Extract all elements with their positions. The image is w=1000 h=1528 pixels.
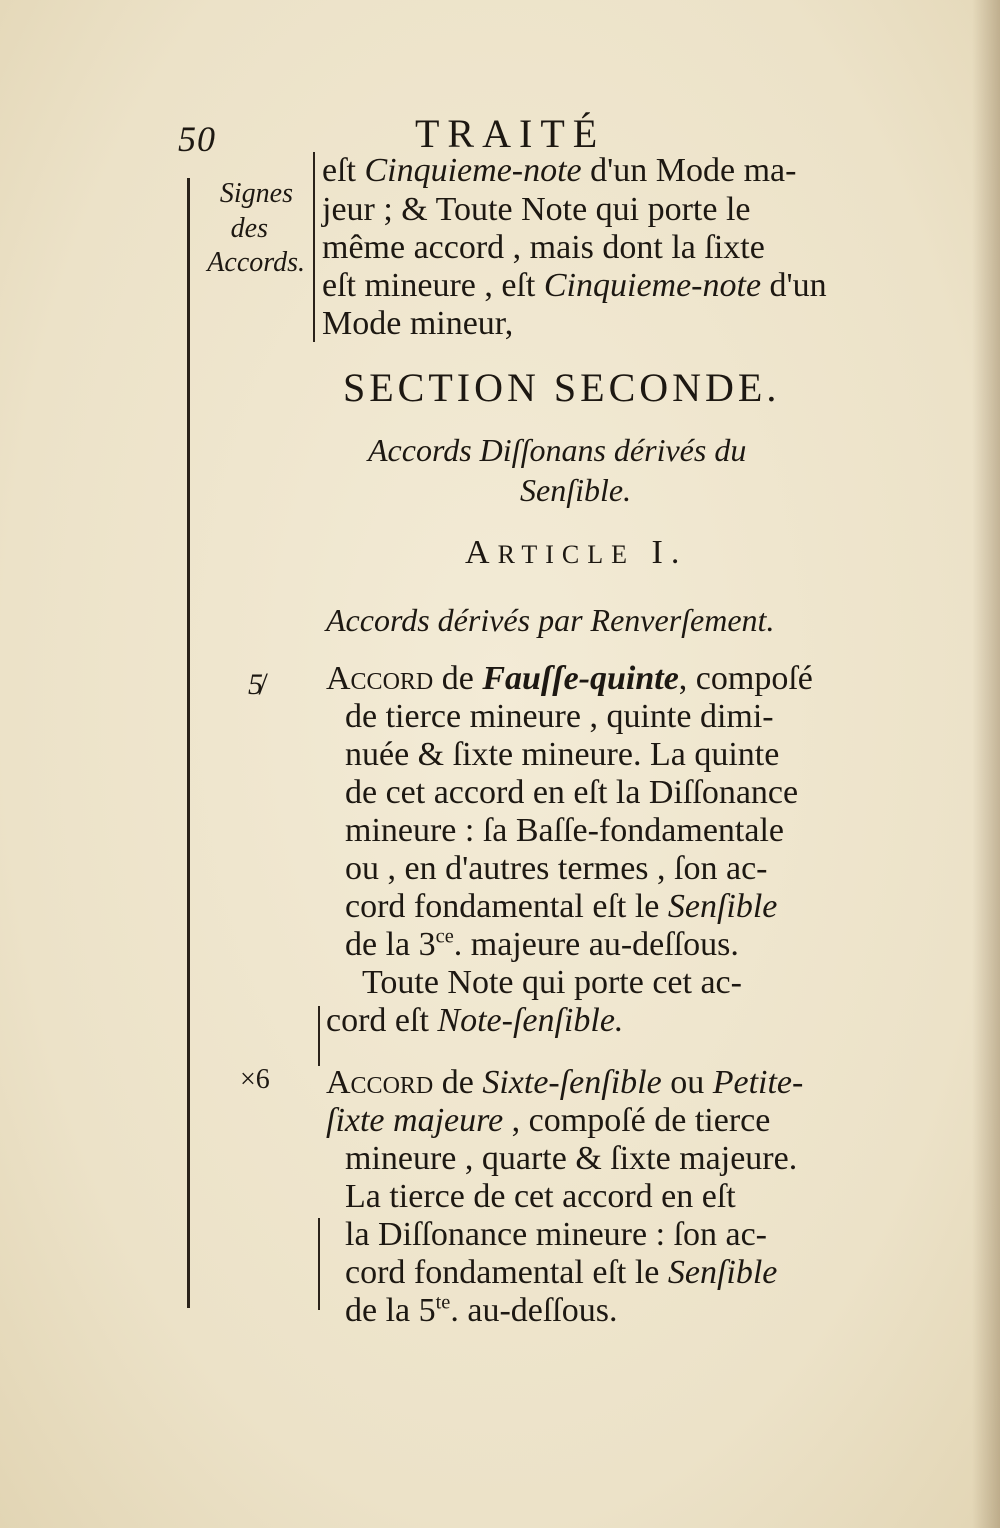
article-subtitle: Accords dérivés par Renverſement. (326, 602, 775, 638)
margin-symbol-sixte-sensible: ×6 (240, 1064, 270, 1095)
intro-line-4: eſt mineure , eſt Cinquieme-note d'un (322, 267, 827, 304)
margin-note-des: des (230, 213, 268, 244)
para2-line-5: la Diſſonance mineure : ſon ac- (345, 1216, 767, 1253)
intro-line-2: jeur ; & Toute Note qui porte le (322, 191, 751, 228)
para1-line-6: ou , en d'autres termes , ſon ac- (345, 850, 768, 887)
para2-line-7: de la $5^{te}$. au-deſſous. (345, 1291, 618, 1329)
intro-line-3: même accord , mais dont la ſixte (322, 229, 765, 266)
bracket-para2 (318, 1218, 320, 1310)
page-edge-shadow (972, 0, 1000, 1528)
para1-line-2: de tierce mineure , quinte dimi- (345, 698, 774, 735)
para1-line-9: Toute Note qui porte cet ac- (362, 964, 742, 1001)
para2-line-1: Accord de Sixte-ſenſible ou Petite- (326, 1064, 804, 1101)
para1-line-5: mineure : ſa Baſſe-fondamentale (345, 812, 784, 849)
page-number: 50 (178, 119, 216, 159)
para2-line-4: La tierce de cet accord en eſt (345, 1178, 736, 1215)
bracket-intro (313, 152, 315, 342)
para1-line-10: cord eſt Note-ſenſible. (326, 1002, 624, 1039)
intro-line-1: eſt Cinquieme-note d'un Mode ma- (322, 152, 797, 189)
margin-note-signes: Signes (219, 178, 293, 209)
para2-line-6: cord fondamental eſt le Senſible (345, 1254, 778, 1291)
para2-line-3: mineure , quarte & ſixte majeure. (345, 1140, 798, 1177)
section-subtitle-line-2: Senſible. (520, 472, 632, 508)
running-head: TRAITÉ (415, 111, 606, 156)
margin-note-accords: Accords. (207, 247, 305, 278)
article-heading: ARTICLE I. (465, 534, 688, 571)
para1-line-3: nuée & ſixte mineure. La quinte (345, 736, 780, 773)
section-title: SECTION SECONDE. (343, 365, 781, 410)
intro-line-5: Mode mineur, (322, 305, 514, 342)
para1-line-8: de la $3^{ce}$. majeure au-deſſous. (345, 925, 739, 963)
section-subtitle-line-1: Accords Diſſonans dérivés du (368, 432, 747, 468)
margin-rule (187, 178, 190, 1308)
margin-symbol-fausse-quinte: 5̸ (248, 668, 263, 701)
para1-line-4: de cet accord en eſt la Diſſonance (345, 774, 799, 811)
bracket-para1 (318, 1006, 320, 1066)
para1-line-7: cord fondamental eſt le Senſible (345, 888, 778, 925)
para1-line-1: Accord de Fauſſe-quinte, compoſé (326, 660, 813, 697)
para2-line-2: ſixte majeure , compoſé de tierce (326, 1102, 771, 1139)
